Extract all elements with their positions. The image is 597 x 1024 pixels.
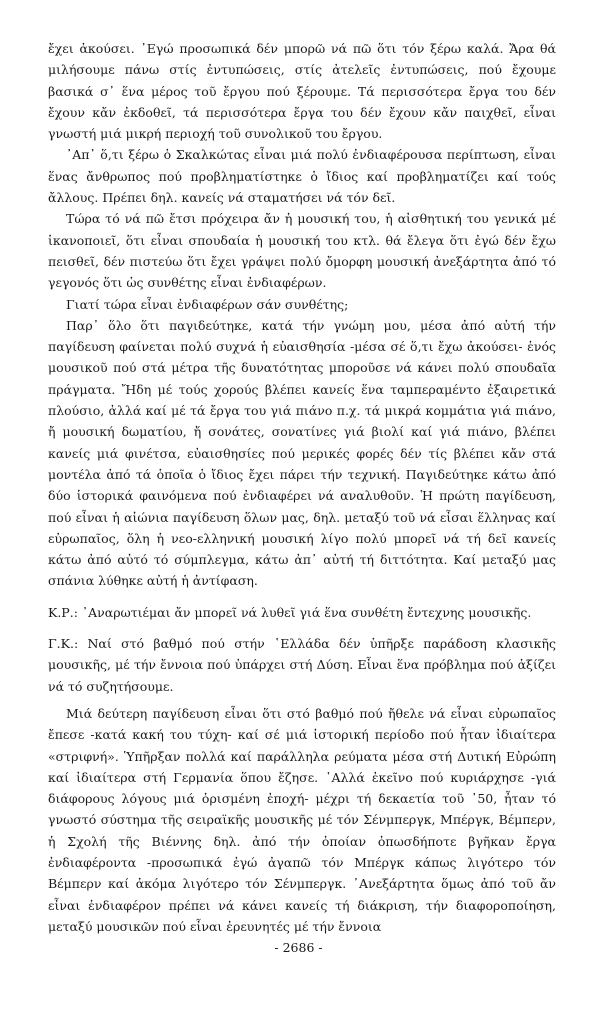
paragraph-1: ἔχει ἀκούσει. ᾿Εγώ προσωπικά δέν μπορῶ νά πῶ ὅτι τόν ξέρω καλά. Ἄρα θά μιλήσουμε πάνω στίς ἐντυπώσεις, στίς ἀτελεῖς ἐντυπώσεις, πού ἔχουμε βασικά σ᾿ ἕνα μέρος τοῦ ἔργου πού ξέρουμε. Τά περισσότερα ἔργα του δέν ἔχουν κἄν ἐκδοθεῖ, τά περισσότερα ἔργα του δέν ἔχουν κἄν παιχθεῖ, εἶναι γνωστή μιά μικρή περιοχή τοῦ συνολικοῦ του ἔργου. (48, 41, 556, 142)
page-number: - 2686 - (274, 940, 323, 955)
paragraph-8: Μιά δεύτερη παγίδευση εἶναι ὅτι στό βαθμό πού ἤθελε νά εἶναι εὐρωπαῖος ἔπεσε -κατά κακή του τύχη- καί σέ μιά ἱστορική περίοδο πού ἦταν ἰδιαίτερα «στριφνή». Ὑπῆρξαν πολλά καί παράλληλα ρεύματα μέσα στή Δυτική Εὐρώπη καί ἰδιαίτερα στή Γερμανία ὅπου ἔζησε. ᾿Αλλά ἐκεῖνο πού κυριάρχησε -γιά διάφορους λόγους μιά ὁρισμένη ἐποχή- μέχρι τή δεκαετία τοῦ ᾿50, ἦταν τό γνωστό σύστημα τῆς σειραϊκῆς μουσικῆς μέ τόν Σένμπεργκ, Μπέργκ, Βέμπερν, ἡ Σχολή τῆς Βιέννης δηλ. ἀπό τήν ὁποίαν ὁπωσδήποτε βγῆκαν ἔργα ἐνδιαφέροντα -προσωπικά ἐγώ ἀγαπῶ τόν Μπέργκ κάπως λιγότερο τόν Βέμπερν καί ἀκόμα λιγότερο τόν Σένμπεργκ. ᾿Ανεξάρτητα ὅμως ἀπό τοῦ ἄν εἶναι ἐνδιαφέρον πρέπει νά κάνει κανείς τή διάκριση, τήν διαφοροποίηση, μεταξύ μουσικῶν πού εἶναι ἐρευνητές μέ τήν ἔννοια (48, 705, 556, 934)
paragraph-6: Κ.Ρ.: ᾿Αναρωτιέμαι ἄν μπορεῖ νά λυθεῖ γιά ἕνα συνθέτη ἔντεχνης μουσικῆς. (48, 604, 532, 620)
paragraph-2: ᾿Απ᾿ ὅ,τι ξέρω ὁ Σκαλκώτας εἶναι μιά πολύ ἐνδιαφέρουσα περίπτωση, εἶναι ἕνας ἄνθρωπος πού προβληματίστηκε ὁ ἴδιος καί προβληματίζει καί τούς ἄλλους. Πρέπει δηλ. κανείς νά σταματήσει νά τόν δεῖ. (48, 147, 556, 206)
paragraph-3: Τώρα τό νά πῶ ἔτσι πρόχειρα ἄν ἡ μουσική του, ἡ αἰσθητική του γενικά μέ ἱκανοποιεῖ, ὅτι εἶναι σπουδαία ἡ μουσική του κτλ. θά ἔλεγα ὅτι ἐγώ δέν ἔχω πεισθεῖ, δέν πιστεύω ὅτι ἔχει γράψει πολύ ὄμορφη μουσική ἀνεξάρτητα ἀπό τό γεγονός ὅτι ὡς συνθέτης εἶναι ἐνδιαφέρων. (48, 211, 556, 291)
paragraph-5: Παρ᾿ ὅλο ὅτι παγιδεύτηκε, κατά τήν γνώμη μου, μέσα ἀπό αὐτή τήν παγίδευση φαίνεται πολύ συχνά ἡ εὐαισθησία -μέσα σέ ὅ,τι ἔχω ἀκούσει- ἑνός μουσικοῦ πού στά μέτρα τῆς δυνατότητας μποροῦσε νά κάνει πολύ σπουδαῖα πράγματα. Ἤδη μέ τούς χορούς βλέπει κανείς ἕνα ταμπεραμέντο ἐξαιρετικά πλούσιο, ἀλλά καί μέ τά ἔργα του γιά πιάνο π.χ. τά μικρά κομμάτια γιά πιάνο, ἤ μουσική δωματίου, ἤ σονάτες, σονατίνες γιά βιολί καί γιά πιάνο, βλέπει κανείς μιά φινέτσα, εὐαισθησίες πού μερικές φορές δέν τίς βλέπει κἄν στά μοντέλα ἀπό τά ὁποῖα ὁ ἴδιος ἔχει πάρει τήν τεχνική. Παγιδεύτηκε κάτω ἀπό δύο ἱστορικά φαινόμενα πού ἐνδιαφέρει νά αναλυθοῦν. Ἡ πρώτη παγίδευση, πού εἶναι ἡ αἰώνια παγίδευση ὅλων μας, δηλ. μεταξύ τοῦ νά εἶσαι ἕλληνας καί εὐρωπαῖος, ὅλη ἡ νεο-ελληνική μουσική λίγο πολύ μπορεῖ νά τή δεῖ κανείς κάτω ἀπό αὐτό τό σύμπλεγμα, κάτω ἀπ᾿ αὐτή τή διττότητα. Καί μεταξύ μας σπάνια λύθηκε αὐτή ἡ ἀντίφαση. (48, 317, 556, 589)
paragraph-4: Γιατί τώρα εἶναι ἐνδιαφέρων σάν συνθέτης; (66, 296, 349, 312)
paragraph-7: Γ.Κ.: Ναί στό βαθμό πού στήν ῾Ελλάδα δέν ὑπῆρξε παράδοση κλασικῆς μουσικῆς, μέ τήν ἔννοια πού ὑπάρχει στή Δύση. Εἶναι ἕνα πρόβλημα πού ἀξίζει νά τό συζητήσουμε. (48, 636, 556, 694)
body-text (48, 38, 556, 937)
